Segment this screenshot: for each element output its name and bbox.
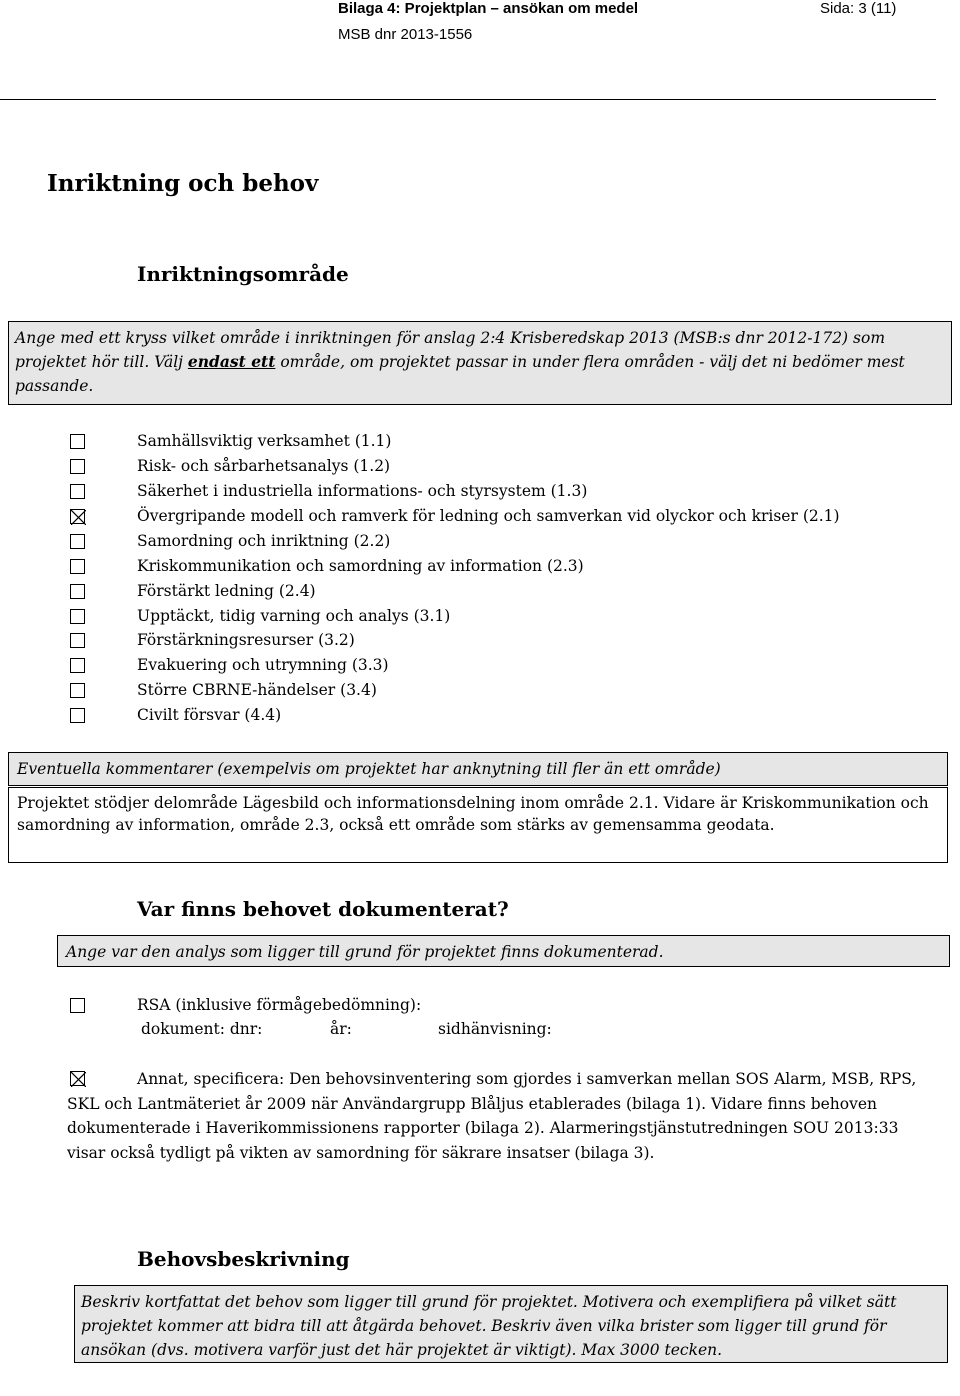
- rsa-page-label: sidhänvisning:: [438, 1020, 552, 1038]
- option-label: Evakuering och utrymning (3.3): [137, 656, 389, 674]
- rsa-checkbox[interactable]: [70, 998, 85, 1013]
- section-heading-inriktningsomrade: Inriktningsområde: [137, 262, 349, 286]
- option-label: Kriskommunikation och samordning av information (2.3): [137, 557, 584, 575]
- instruction-box: [8, 321, 952, 405]
- option-label: Samordning och inriktning (2.2): [137, 532, 391, 550]
- option-label: Förstärkningsresurser (3.2): [137, 631, 355, 649]
- option-checkbox[interactable]: [70, 683, 85, 698]
- needs-instruction: Beskriv kortfattat det behov som ligger till grund för projektet. Motivera och exemplifiera på vilket sätt projektet kommer att bidra till att åtgärda behovet. Beskriv även vilka brister som ligger till grund för ansökan (dvs. motivera varför just det här projektet är viktigt). Max 3000 tecken.: [74, 1285, 948, 1363]
- option-label: Förstärkt ledning (2.4): [137, 582, 316, 600]
- section-heading-behovsbeskrivning: Behovsbeskrivning: [137, 1247, 350, 1271]
- option-checkbox[interactable]: [70, 534, 85, 549]
- option-checkbox[interactable]: [70, 633, 85, 648]
- option-checkbox[interactable]: [70, 459, 85, 474]
- option-label: Samhällsviktig verksamhet (1.1): [137, 432, 392, 450]
- comments-prompt: Eventuella kommentarer (exempelvis om projektet har anknytning till fler än ett område): [8, 752, 948, 786]
- option-checkbox[interactable]: [70, 708, 85, 723]
- option-label: Upptäckt, tidig varning och analys (3.1): [137, 607, 451, 625]
- document-title: Bilaga 4: Projektplan – ansökan om medel: [338, 0, 639, 17]
- option-checkbox[interactable]: [70, 484, 85, 499]
- option-label: Övergripande modell och ramverk för ledning och samverkan vid olyckor och kriser (2.1): [137, 507, 840, 525]
- instruction-text-2: område, om projektet passar in under flera områden - välj det ni bedömer mest passande.: [15, 353, 905, 395]
- option-label: Risk- och sårbarhetsanalys (1.2): [137, 457, 391, 475]
- option-label: Civilt försvar (4.4): [137, 706, 282, 724]
- rsa-label: RSA (inklusive förmågebedömning):: [137, 996, 422, 1014]
- option-label: Större CBRNE-händelser (3.4): [137, 681, 377, 699]
- document-dnr: MSB dnr 2013-1556: [338, 26, 473, 43]
- option-checkbox[interactable]: [70, 434, 85, 449]
- option-checkbox[interactable]: [70, 658, 85, 673]
- instruction-emphasis: endast ett: [187, 352, 276, 371]
- option-label: Säkerhet i industriella informations- och styrsystem (1.3): [137, 482, 588, 500]
- rsa-year-label: år:: [330, 1020, 352, 1038]
- rsa-doc-label: dokument: dnr:: [141, 1020, 263, 1038]
- cross-icon: [71, 510, 86, 525]
- option-checkbox[interactable]: [70, 584, 85, 599]
- other-specification[interactable]: Annat, specificera: Den behovsinventering som gjordes i samverkan mellan SOS Alarm, MSB, RPS, SKL och Lantmäteriet år 2009 när Användargrupp Blåljus etablerades (bilaga 1). Vidare finns behoven dokumenterade i Haverikommissionens rapporter (bilaga 2). Alarmeringstjänstutredningen SOU 2013:33 visar också tydligt på vikten av samordning för säkrare insatser (bilaga 3).: [67, 1070, 917, 1162]
- header-divider: [0, 99, 936, 100]
- option-checkbox-checked[interactable]: [70, 509, 85, 524]
- page-heading: Inriktning och behov: [47, 170, 319, 197]
- documentation-instruction: Ange var den analys som ligger till grund för projektet finns dokumenterad.: [57, 935, 950, 967]
- option-checkbox[interactable]: [70, 609, 85, 624]
- instruction-text-1: Ange med ett kryss vilket område i inriktningen för anslag 2:4 Krisberedskap 2013 (MSB:s dnr 2012-172) som projektet hör till. Välj: [15, 329, 886, 371]
- section-heading-dokumenterat: Var finns behovet dokumenterat?: [137, 897, 509, 921]
- comments-field[interactable]: Projektet stödjer delområde Lägesbild och informationsdelning inom område 2.1. Vidare är Kriskommunikation och samordning av information, område 2.3, också ett område som stärks av gemensamma geodata.: [8, 787, 948, 863]
- page-number: Sida: 3 (11): [820, 0, 897, 17]
- option-checkbox[interactable]: [70, 559, 85, 574]
